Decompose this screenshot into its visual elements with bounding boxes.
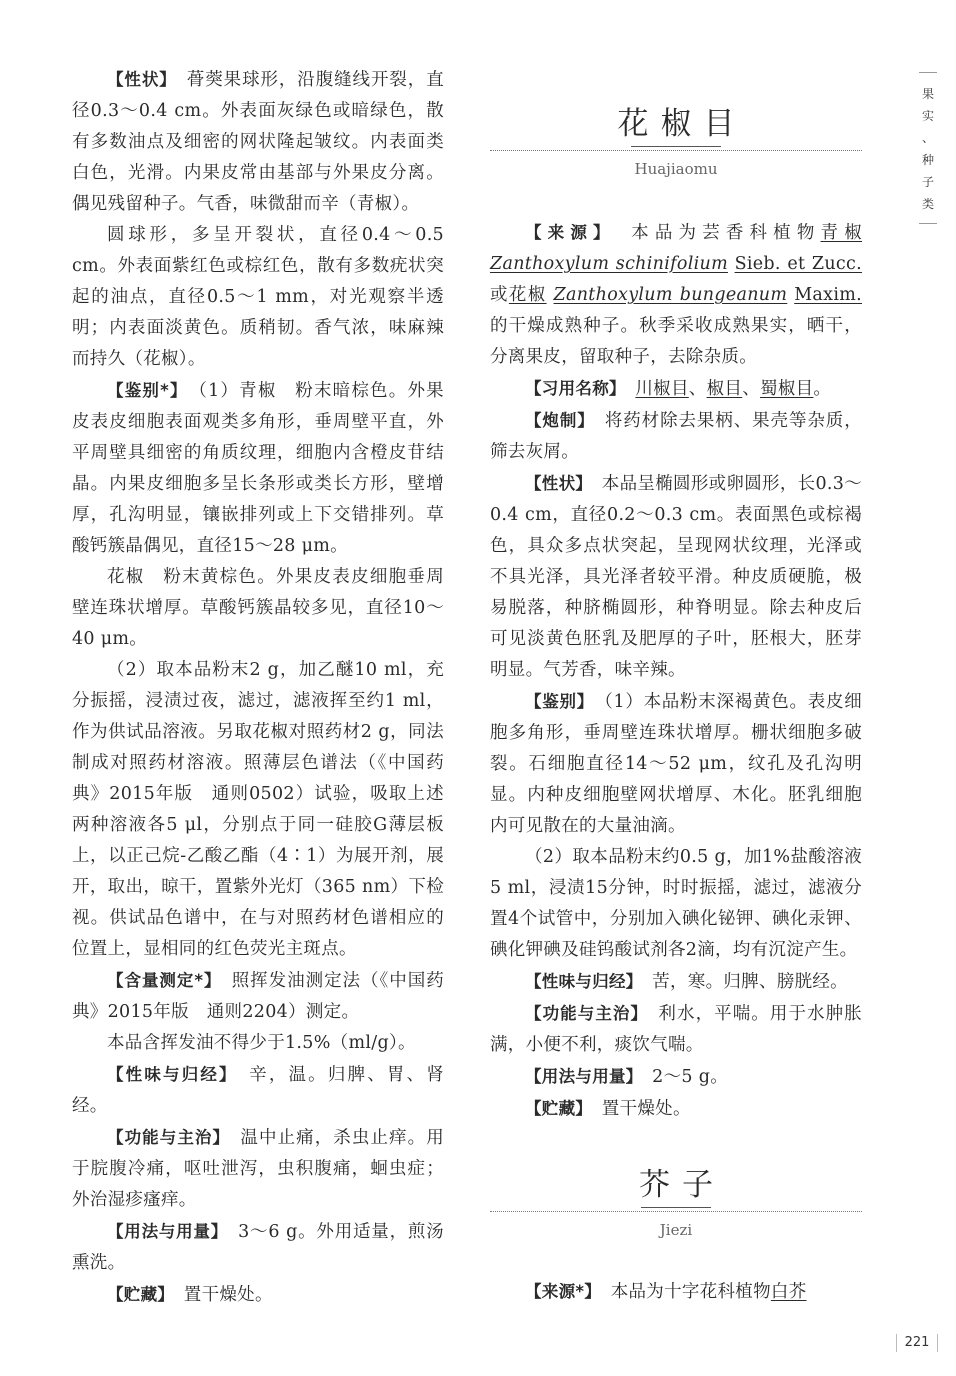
title-underline — [641, 1207, 711, 1208]
paragraph-text: 辛，温。归脾、胃、肾经。 — [72, 1065, 445, 1116]
latin-author: Sieb. et Zucc. — [734, 254, 862, 274]
plant-name: 花椒 — [508, 285, 547, 305]
side-tab-char: 、 — [921, 131, 934, 145]
side-tab-char: 子 — [921, 175, 934, 189]
section-tag: 【鉴别】 — [525, 692, 586, 711]
paragraph-identification-3 — [72, 655, 444, 965]
paragraph-characteristics — [490, 468, 862, 686]
paragraph-common-names — [490, 373, 862, 405]
paragraph-text: 本品为芸香科植物 — [631, 223, 821, 243]
paragraph-text: 将药材除去果柄、果壳等杂质，筛去灰屑。 — [490, 411, 862, 462]
paragraph-characteristics — [72, 64, 444, 220]
paragraph-processing — [490, 405, 862, 468]
section-tag: 【来源】 — [525, 223, 608, 242]
paragraph-text: （2）取本品粉末2 g，加乙醚10 ml，充分振摇，浸渍过夜，滤过，滤液挥至约1 ml，作为供试品溶液。另取花椒对照药材2 g，同法制成对照药材溶液。照薄层色谱法（《中国药典》2015年版 通则0502）试验，吸取上述两种溶液各5 μl，分别点于同一硅胶G薄层板上，以正己烷-乙酸乙酯（4∶1）为展开剂，展开，取出，晾干，置紫外光灯（365 nm）下检视。供试品色谱中，在与对照药材色谱相应的位置上，显相同的红色荧光主斑点。 — [72, 660, 444, 959]
title-underline — [631, 146, 721, 147]
section-tag: 【用法与用量】 — [107, 1222, 220, 1241]
paragraph-storage — [490, 1093, 862, 1125]
entry-header — [490, 102, 862, 179]
paragraph-nature — [490, 966, 862, 998]
paragraph-nature — [72, 1059, 444, 1122]
paragraph-text: 苦，寒。归脾、膀胱经。 — [652, 972, 848, 992]
side-tab-char: 种 — [921, 153, 934, 167]
latin-name: Zanthoxylum schinifolium — [490, 254, 728, 274]
plant-name: 青椒 — [820, 223, 863, 243]
section-tag: 【性味与归经】 — [525, 972, 635, 991]
side-tab-char: 实 — [921, 109, 934, 123]
latin-author: Maxim. — [794, 285, 862, 305]
left-column — [72, 64, 444, 1311]
entry-title: 芥子 — [639, 1167, 725, 1203]
paragraph-text: （1）青椒 粉末暗棕色。外果皮表皮细胞表面观类多角形，垂周壁平直，外平周壁具细密的角质纹理，细胞内含橙皮苷结晶。内果皮细胞多呈长条形或类长方形，壁增厚，孔沟明显，镶嵌排列或上下交错排列。草酸钙簇晶偶见，直径15～28 μm。 — [72, 381, 444, 556]
paragraph-assay — [72, 965, 444, 1028]
section-tag: 【功能与主治】 — [525, 1004, 640, 1023]
section-tag: 【炮制】 — [525, 411, 587, 430]
separator: 、 — [688, 379, 707, 399]
paragraph-text: 花椒 粉末黄棕色。外果皮表皮细胞垂周壁连珠状增厚。草酸钙簇晶较多见，直径10～40 μm。 — [72, 567, 444, 649]
side-tab-top-rule — [919, 72, 937, 73]
paragraph-text: （1）本品粉末深褐黄色。表皮细胞多角形，垂周壁连珠状增厚。栅状细胞多破裂。石细胞直径14～52 μm，纹孔及孔沟明显。内种皮细胞壁网状增厚、木化。胚乳细胞内可见散在的大量油滴。 — [490, 692, 862, 836]
dotted-divider — [490, 150, 862, 151]
paragraph-text: 2～5 g。 — [652, 1067, 729, 1087]
paragraph-text: 3～6 g。外用适量，煎汤熏洗。 — [72, 1222, 444, 1273]
paragraph-identification — [72, 375, 444, 562]
right-column — [490, 64, 862, 1308]
section-tag: 【习用名称】 — [525, 379, 618, 398]
paragraph-function — [490, 998, 862, 1061]
alias-name: 椒目 — [706, 379, 743, 399]
paragraph-text: 照挥发油测定法（《中国药典》2015年版 通则2204）测定。 — [72, 971, 444, 1022]
paragraph-identification-2 — [72, 562, 444, 655]
paragraph-text: 温中止痛，杀虫止痒。用于脘腹冷痛，呕吐泄泻，虫积腹痛，蛔虫症；外治湿疹瘙痒。 — [72, 1128, 444, 1210]
alias-name: 川椒目 — [635, 379, 689, 399]
paragraph-text: （2）取本品粉末约0.5 g，加1%盐酸溶液5 ml，浸渍15分钟，时时振摇，滤过，滤液分置4个试管中，分别加入碘化铋钾、碘化汞钾、碘化钾碘及硅钨酸试剂各2滴，均有沉淀产生。 — [490, 847, 862, 960]
paragraph-identification-2 — [490, 842, 862, 966]
page-number: 221 — [896, 1334, 938, 1352]
entry-pinyin: Jiezi — [659, 1221, 693, 1239]
entry-header — [490, 1163, 862, 1240]
paragraph-identification — [490, 686, 862, 842]
side-tab-bottom-rule — [919, 223, 937, 224]
paragraph-assay-2 — [72, 1028, 444, 1059]
side-tab-char: 果 — [921, 87, 934, 101]
paragraph-text: 蓇葖果球形，沿腹缝线开裂，直径0.3～0.4 cm。外表面灰绿色或暗绿色，散有多数油点及细密的网状隆起皱纹。内表面类白色，光滑。内果皮常由基部与外果皮分离。偶见残留种子。气香，味微甜而辛（青椒）。 — [72, 70, 444, 214]
section-tag: 【含量测定*】 — [107, 971, 214, 990]
side-category-tab — [916, 72, 940, 224]
section-tag: 【贮藏】 — [525, 1099, 584, 1118]
paragraph-dosage — [490, 1061, 862, 1093]
paragraph-text: 圆球形，多呈开裂状，直径0.4～0.5 cm。外表面紫红色或棕红色，散有多数疣状突起的油点，直径0.5～1 mm，对光观察半透明；内表面淡黄色。质稍韧。香气浓，味麻辣而持久（花椒）。 — [72, 225, 444, 369]
section-tag: 【来源*】 — [525, 1282, 593, 1301]
paragraph-text: 本品含挥发油不得少于1.5%（ml/g）。 — [107, 1033, 416, 1053]
paragraph-text: 利水，平喘。用于水肿胀满，小便不利，痰饮气喘。 — [490, 1004, 862, 1055]
alias-name: 蜀椒目 — [760, 379, 814, 399]
section-tag: 【用法与用量】 — [525, 1067, 635, 1086]
separator: 。 — [813, 379, 832, 399]
section-tag: 【贮藏】 — [107, 1285, 166, 1304]
section-tag: 【性状】 — [107, 70, 169, 89]
paragraph-text: 本品为十字花科植物 — [610, 1282, 771, 1302]
side-tab-char: 类 — [921, 197, 934, 211]
paragraph-source — [490, 1276, 862, 1308]
entry-pinyin: Huajiaomu — [634, 160, 718, 178]
paragraph-text: 置干燥处。 — [183, 1285, 273, 1305]
paragraph-text: 的干燥成熟种子。秋季采收成熟果实，晒干，分离果皮，留取种子，去除杂质。 — [490, 316, 862, 367]
paragraph-function — [72, 1122, 444, 1216]
section-tag: 【性味与归经】 — [107, 1065, 230, 1084]
entry-title: 花椒目 — [617, 106, 747, 142]
latin-name: Zanthoxylum bungeanum — [553, 285, 788, 305]
dotted-divider — [490, 1211, 862, 1212]
paragraph-text: 或 — [490, 285, 509, 305]
section-tag: 【鉴别*】 — [107, 381, 180, 400]
paragraph-text: 置干燥处。 — [601, 1099, 691, 1119]
section-tag: 【性状】 — [525, 474, 584, 493]
paragraph-dosage — [72, 1216, 444, 1279]
plant-name: 白芥 — [770, 1282, 807, 1302]
paragraph-storage — [72, 1279, 444, 1311]
paragraph-text: 本品呈椭圆形或卵圆形，长0.3～0.4 cm，直径0.2～0.3 cm。表面黑色或棕褐色，具众多点状突起，呈现网状纹理，光泽或不具光泽，具光泽者较平滑。种皮质硬脆，极易脱落，种脐椭圆形，种脊明显。除去种皮后可见淡黄色胚乳及肥厚的子叶，胚根大，胚芽明显。气芳香，味辛辣。 — [490, 474, 862, 680]
separator: 、 — [742, 379, 761, 399]
paragraph-source — [490, 217, 862, 373]
section-tag: 【功能与主治】 — [107, 1128, 222, 1147]
paragraph-characteristics-2 — [72, 220, 444, 375]
